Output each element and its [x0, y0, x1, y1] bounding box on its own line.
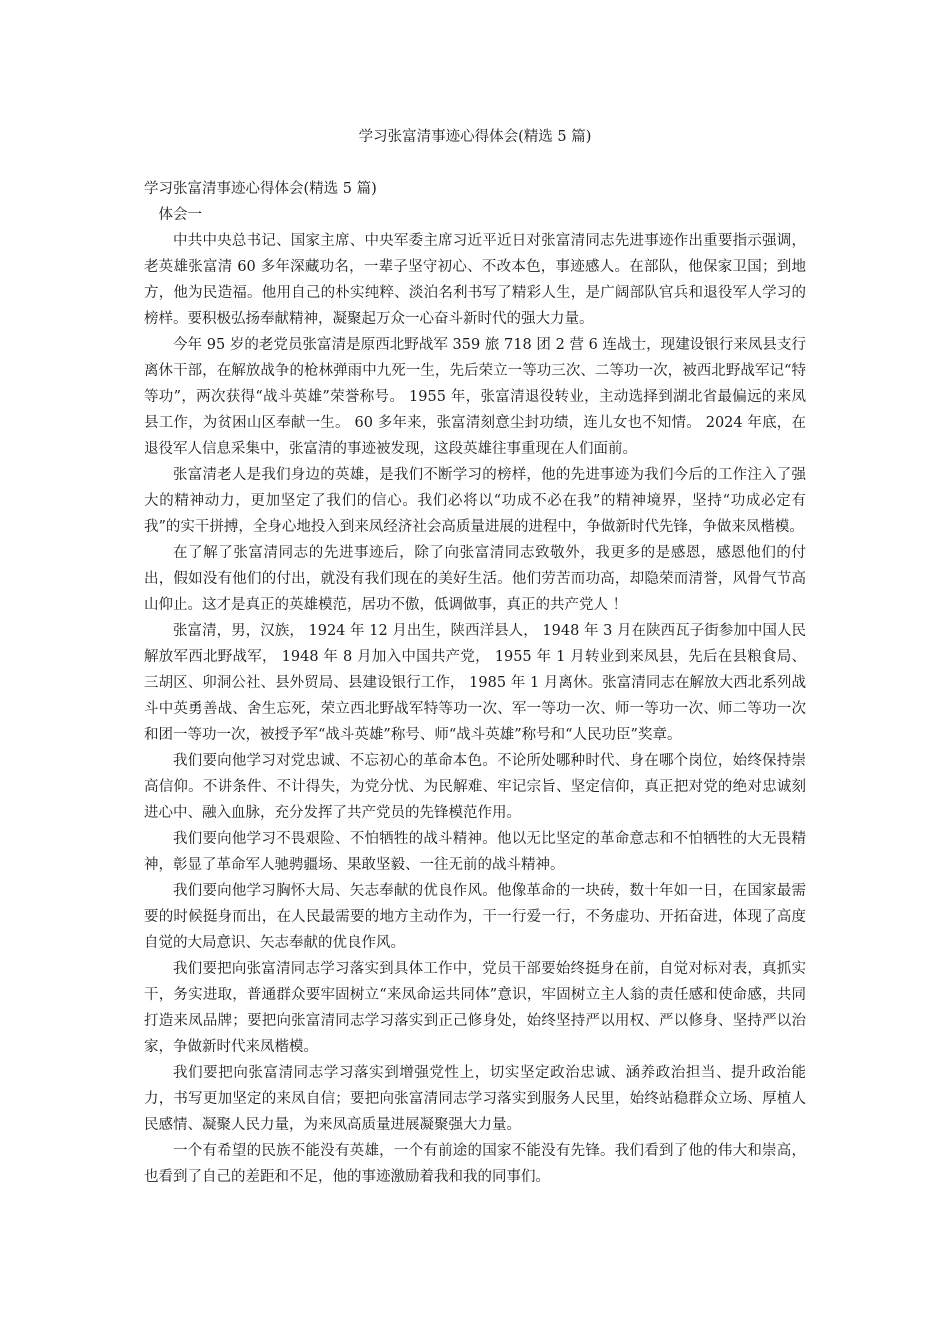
paragraph: 我们要把向张富清同志学习落实到增强党性上，切实坚定政治忠诚、涵养政治担当、提升政治能力，书写更加坚定的来凤自信；要把向张富清同志学习落实到服务人民里，始终站稳群众立场、厚植人民感情、凝聚人民力量，为来凤高质量进展凝聚强大力量。	[144, 1065, 806, 1133]
section-heading: 体会一	[158, 207, 202, 223]
paragraph: 我们要把向张富清同志学习落实到具体工作中，党员干部要始终挺身在前，自觉对标对表，真抓实干，务实进取，普通群众要牢固树立“来凤命运共同体”意识，牢固树立主人翁的责任感和使命感，共同打造来凤品牌；要把向张富清同志学习落实到正己修身处，始终坚持严以用权、严以修身、坚持严以治家，争做新时代来凤楷模。	[144, 961, 806, 1055]
paragraph: 我们要向他学习对党忠诚、不忘初心的革命本色。不论所处哪种时代、身在哪个岗位，始终保持崇高信仰。不讲条件、不计得失，为党分忧、为民解难、牢记宗旨、坚定信仰，真正把对党的绝对忠诚刻进心中、融入血脉，充分发挥了共产党员的先锋模范作用。	[144, 753, 806, 821]
document-body	[144, 176, 806, 1190]
document-subtitle: 学习张富清事迹心得体会(精选 5 篇)	[144, 181, 377, 197]
paragraph: 一个有希望的民族不能没有英雄，一个有前途的国家不能没有先锋。我们看到了他的伟大和崇高，也看到了自己的差距和不足，他的事迹激励着我和我的同事们。	[144, 1143, 806, 1185]
paragraph: 我们要向他学习不畏艰险、不怕牺牲的战斗精神。他以无比坚定的革命意志和不怕牺牲的大无畏精神，彰显了革命军人驰骋疆场、果敢坚毅、一往无前的战斗精神。	[144, 831, 806, 873]
paragraph: 中共中央总书记、国家主席、中央军委主席习近平近日对张富清同志先进事迹作出重要指示强调，老英雄张富清 60 多年深藏功名，一辈子坚守初心、不改本色，事迹感人。在部队，他保家卫国；到地方，他为民造福。他用自己的朴实纯粹、淡泊名利书写了精彩人生，是广阔部队官兵和退役军人学习的榜样。要积极弘扬奉献精神，凝聚起万众一心奋斗新时代的强大力量。	[144, 233, 806, 327]
paragraph: 张富清老人是我们身边的英雄，是我们不断学习的榜样，他的先进事迹为我们今后的工作注入了强大的精神动力，更加坚定了我们的信心。我们必将以“功成不必在我”的精神境界，坚持“功成必定有我”的实干拼搏，全身心地投入到来凤经济社会高质量进展的进程中，争做新时代先锋，争做来凤楷模。	[144, 467, 806, 535]
paragraph: 我们要向他学习胸怀大局、矢志奉献的优良作风。他像革命的一块砖，数十年如一日，在国家最需要的时候挺身而出，在人民最需要的地方主动作为，干一行爱一行，不务虚功、开拓奋进，体现了高度自觉的大局意识、矢志奉献的优良作风。	[144, 883, 806, 951]
paragraph: 今年 95 岁的老党员张富清是原西北野战军 359 旅 718 团 2 营 6 连战士，现建设银行来凤县支行离休干部，在解放战争的枪林弹雨中九死一生，先后荣立一等功三次、二等功一次，被西北野战军记“特等功”，两次获得“战斗英雄”荣誉称号。 1955 年，张富清退役转业，主动选择到湖北省最偏远的来凤县工作，为贫困山区奉献一生。 60 多年来，张富清刻意尘封功绩，连儿女也不知情。 2024 年底，在退役军人信息采集中，张富清的事迹被发现，这段英雄往事重现在人们面前。	[144, 337, 806, 457]
paragraph: 张富清，男，汉族， 1924 年 12 月出生，陕西洋县人， 1948 年 3 月在陕西瓦子街参加中国人民解放军西北野战军， 1948 年 8 月加入中国共产党， 1955 年 1 月转业到来凤县，先后在县粮食局、三胡区、卯洞公社、县外贸局、县建设银行工作， 1985 年 1 月离休。张富清同志在解放大西北系列战斗中英勇善战、舍生忘死，荣立西北野战军特等功一次、军一等功一次、师一等功一次、师二等功一次和团一等功一次，被授予军“战斗英雄”称号、师“战斗英雄”称号和“人民功臣”奖章。	[144, 623, 806, 743]
paragraph: 在了解了张富清同志的先进事迹后，除了向张富清同志致敬外，我更多的是感恩，感恩他们的付出，假如没有他们的付出，就没有我们现在的美好生活。他们劳苦而功高，却隐荣而清誉，风骨气节高山仰止。这才是真正的英雄模范，居功不傲，低调做事，真正的共产党人 ！	[144, 545, 806, 613]
document-title: 学习张富清事迹心得体会(精选 5 篇)	[358, 129, 592, 145]
